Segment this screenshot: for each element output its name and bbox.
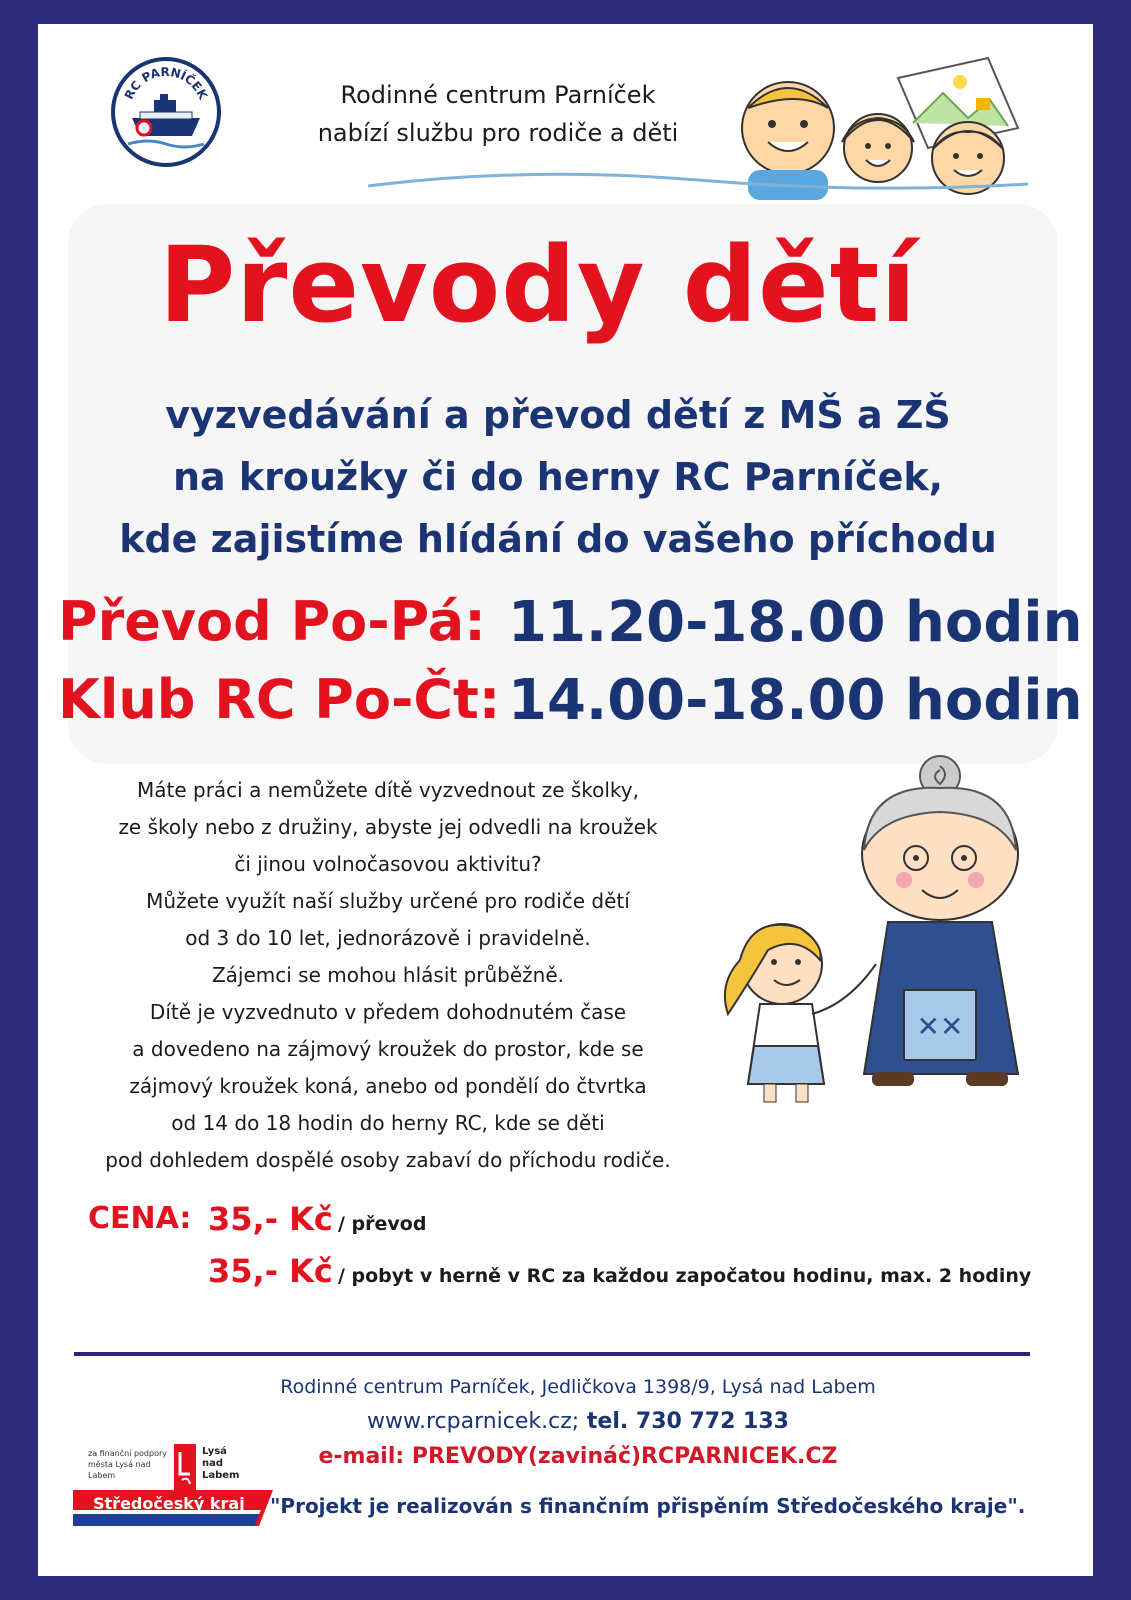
body-line: Dítě je vyzvednuto v předem dohodnutém čase (149, 1000, 627, 1024)
body-paragraph (78, 772, 698, 1179)
service-description (58, 384, 1058, 570)
header-line-1: Rodinné centrum Parníček (340, 81, 656, 109)
footer-address: Rodinné centrum Parníček, Jedličkova 1398/9, Lysá nad Labem (280, 1376, 876, 1398)
schedule-label: Klub RC Po-Čt: (58, 668, 501, 731)
price-note: / převod (337, 1213, 427, 1235)
logo-text: RC PARNÍČEK (121, 64, 211, 102)
body-line: Můžete využít naší služby určené pro rodiče dětí (146, 889, 630, 913)
project-note: "Projekt je realizován s finančním přispěním Středočeského kraje". (270, 1494, 1026, 1518)
svg-text:✕✕: ✕✕ (916, 1010, 964, 1043)
city-name: Lysá nad Labem (202, 1446, 240, 1481)
schedule-transfer (58, 590, 1088, 670)
body-line: od 3 do 10 let, jednorázově i pravidelně. (185, 926, 591, 950)
body-line: Máte práci a nemůžete dítě vyzvednout ze školky, (136, 778, 639, 802)
subtitle-line: vyzvedávání a převod dětí z MŠ a ZŠ (165, 393, 951, 437)
schedule-time: 11.20-18.00 hodin (508, 590, 1083, 655)
body-line: a dovedeno na zájmový kroužek do prostor, kde se (132, 1037, 644, 1061)
footer-divider (74, 1352, 1030, 1356)
price-label: CENA: (88, 1201, 192, 1236)
city-emblem-icon (174, 1444, 198, 1492)
body-line: od 14 do 18 hodin do herny RC, kde se děti (171, 1111, 605, 1135)
poster (38, 24, 1093, 1576)
header-intro (268, 76, 728, 152)
body-line: Zájemci se mohou hlásit průběžně. (211, 963, 565, 987)
grandma-child-illustration (708, 754, 1038, 1124)
price-note: / pobyt v herně v RC za každou započatou hodinu, max. 2 hodiny (337, 1265, 1032, 1287)
body-line: zájmový kroužek koná, anebo od pondělí do čtvrtka (129, 1074, 647, 1098)
wave-decoration (368, 166, 1028, 196)
page-title: Převody dětí (158, 224, 918, 346)
website-link[interactable]: www.rcparnicek.cz; (367, 1409, 580, 1434)
rc-parnicek-logo (110, 56, 222, 168)
phone-number: tel. 730 772 133 (586, 1409, 789, 1434)
email-link[interactable]: e-mail: PREVODY(zavináč)RCPARNICEK.CZ (318, 1444, 838, 1469)
region-name: Středočeský kraj (93, 1494, 245, 1513)
body-line: či jinou volnočasovou aktivitu? (234, 852, 542, 876)
header-line-2: nabízí službu pro rodiče a děti (317, 119, 679, 147)
sponsor-note: za finanční podpory města Lysá nad Labem (88, 1449, 168, 1480)
schedule-label: Převod Po-Pá: (58, 590, 486, 653)
footer-contact (198, 1409, 958, 1434)
body-line: ze školy nebo z družiny, abyste jej odvedli na kroužek (118, 815, 658, 839)
price-row (208, 1200, 426, 1238)
subtitle-line: kde zajistíme hlídání do vašeho příchodu (119, 517, 997, 561)
price-value: 35,- Kč (208, 1200, 333, 1238)
schedule-club (58, 668, 1088, 748)
schedule-time: 14.00-18.00 hodin (508, 668, 1083, 733)
region-badge (73, 1490, 273, 1526)
city-logo (174, 1444, 244, 1496)
price-row (208, 1252, 1031, 1290)
body-line: pod dohledem dospělé osoby zabaví do příchodu rodiče. (105, 1148, 671, 1172)
subtitle-line: na kroužky či do herny RC Parníček, (172, 455, 944, 499)
price-value: 35,- Kč (208, 1252, 333, 1290)
